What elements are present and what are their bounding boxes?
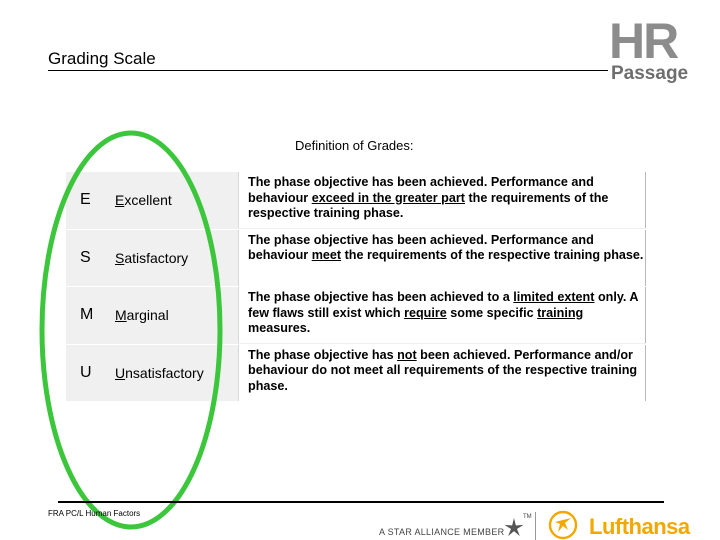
description-text: only. A few flaws still exist which bbox=[248, 290, 639, 320]
grade-label-initial: M bbox=[115, 307, 127, 323]
grade-letter: S bbox=[80, 248, 91, 266]
footer-divider bbox=[58, 501, 664, 503]
grade-label-initial: E bbox=[115, 192, 125, 208]
grade-label-initial: U bbox=[115, 364, 126, 381]
trademark-mark: TM bbox=[523, 514, 532, 520]
grade-description bbox=[248, 348, 644, 395]
description-emphasis: not bbox=[397, 347, 417, 362]
star-alliance-text: A STAR ALLIANCE MEMBER bbox=[379, 527, 505, 537]
grade-description-cell bbox=[238, 287, 646, 343]
grade-description-cell bbox=[238, 172, 646, 228]
logo-hr-text: HR bbox=[609, 13, 678, 69]
description-text: The phase objective has been achieved to a bbox=[248, 290, 514, 304]
grade-description-cell bbox=[238, 230, 646, 286]
star-alliance-icon bbox=[503, 517, 525, 539]
lufthansa-wordmark: Lufthansa bbox=[589, 514, 690, 539]
description-emphasis: limited extent bbox=[513, 290, 595, 304]
grade-label-initial: S bbox=[115, 249, 125, 266]
description-text: measures. bbox=[248, 321, 311, 336]
grade-label-rest: nsatisfactory bbox=[125, 364, 204, 381]
grade-letter: U bbox=[80, 363, 92, 381]
grade-letter: E bbox=[80, 191, 91, 208]
page-title: Grading Scale bbox=[48, 49, 156, 68]
grade-description-cell bbox=[238, 345, 646, 401]
description-text: some specific bbox=[446, 305, 538, 320]
hr-passage-logo bbox=[607, 13, 691, 88]
grade-letter: M bbox=[80, 306, 94, 323]
description-text: been achieved. Performance and/or behaviour do not meet all requirements of the respective training phase. bbox=[248, 347, 638, 393]
definition-heading: Definition of Grades: bbox=[295, 138, 414, 153]
description-emphasis: require bbox=[404, 305, 447, 320]
grade-label-rest: arginal bbox=[126, 307, 169, 323]
footer-separator bbox=[535, 512, 536, 540]
description-text: The phase objective has been achieved. Performance and behaviour bbox=[248, 175, 594, 205]
title-divider bbox=[48, 70, 608, 71]
grade-label-rest: xcellent bbox=[124, 192, 172, 208]
description-text: The phase objective has been achieved. Performance and behaviour bbox=[248, 232, 594, 263]
lufthansa-crane-icon bbox=[548, 510, 578, 540]
footer-department: FRA PC/L Human Factors bbox=[48, 509, 141, 518]
description-text: the requirements of the respective training phase. bbox=[341, 248, 644, 263]
description-text: the requirements of the respective training phase. bbox=[248, 190, 609, 221]
description-text: The phase objective has bbox=[248, 347, 398, 362]
description-emphasis: exceed in the greater part bbox=[311, 190, 465, 205]
green-circle-annotation bbox=[36, 128, 226, 532]
grade-description bbox=[248, 290, 644, 337]
description-emphasis: training bbox=[537, 305, 584, 320]
grade-label-rest: atisfactory bbox=[124, 249, 189, 266]
grade-description bbox=[248, 175, 644, 222]
description-emphasis: meet bbox=[311, 248, 342, 263]
logo-passage-text: Passage bbox=[611, 63, 689, 84]
grade-description bbox=[248, 233, 644, 264]
